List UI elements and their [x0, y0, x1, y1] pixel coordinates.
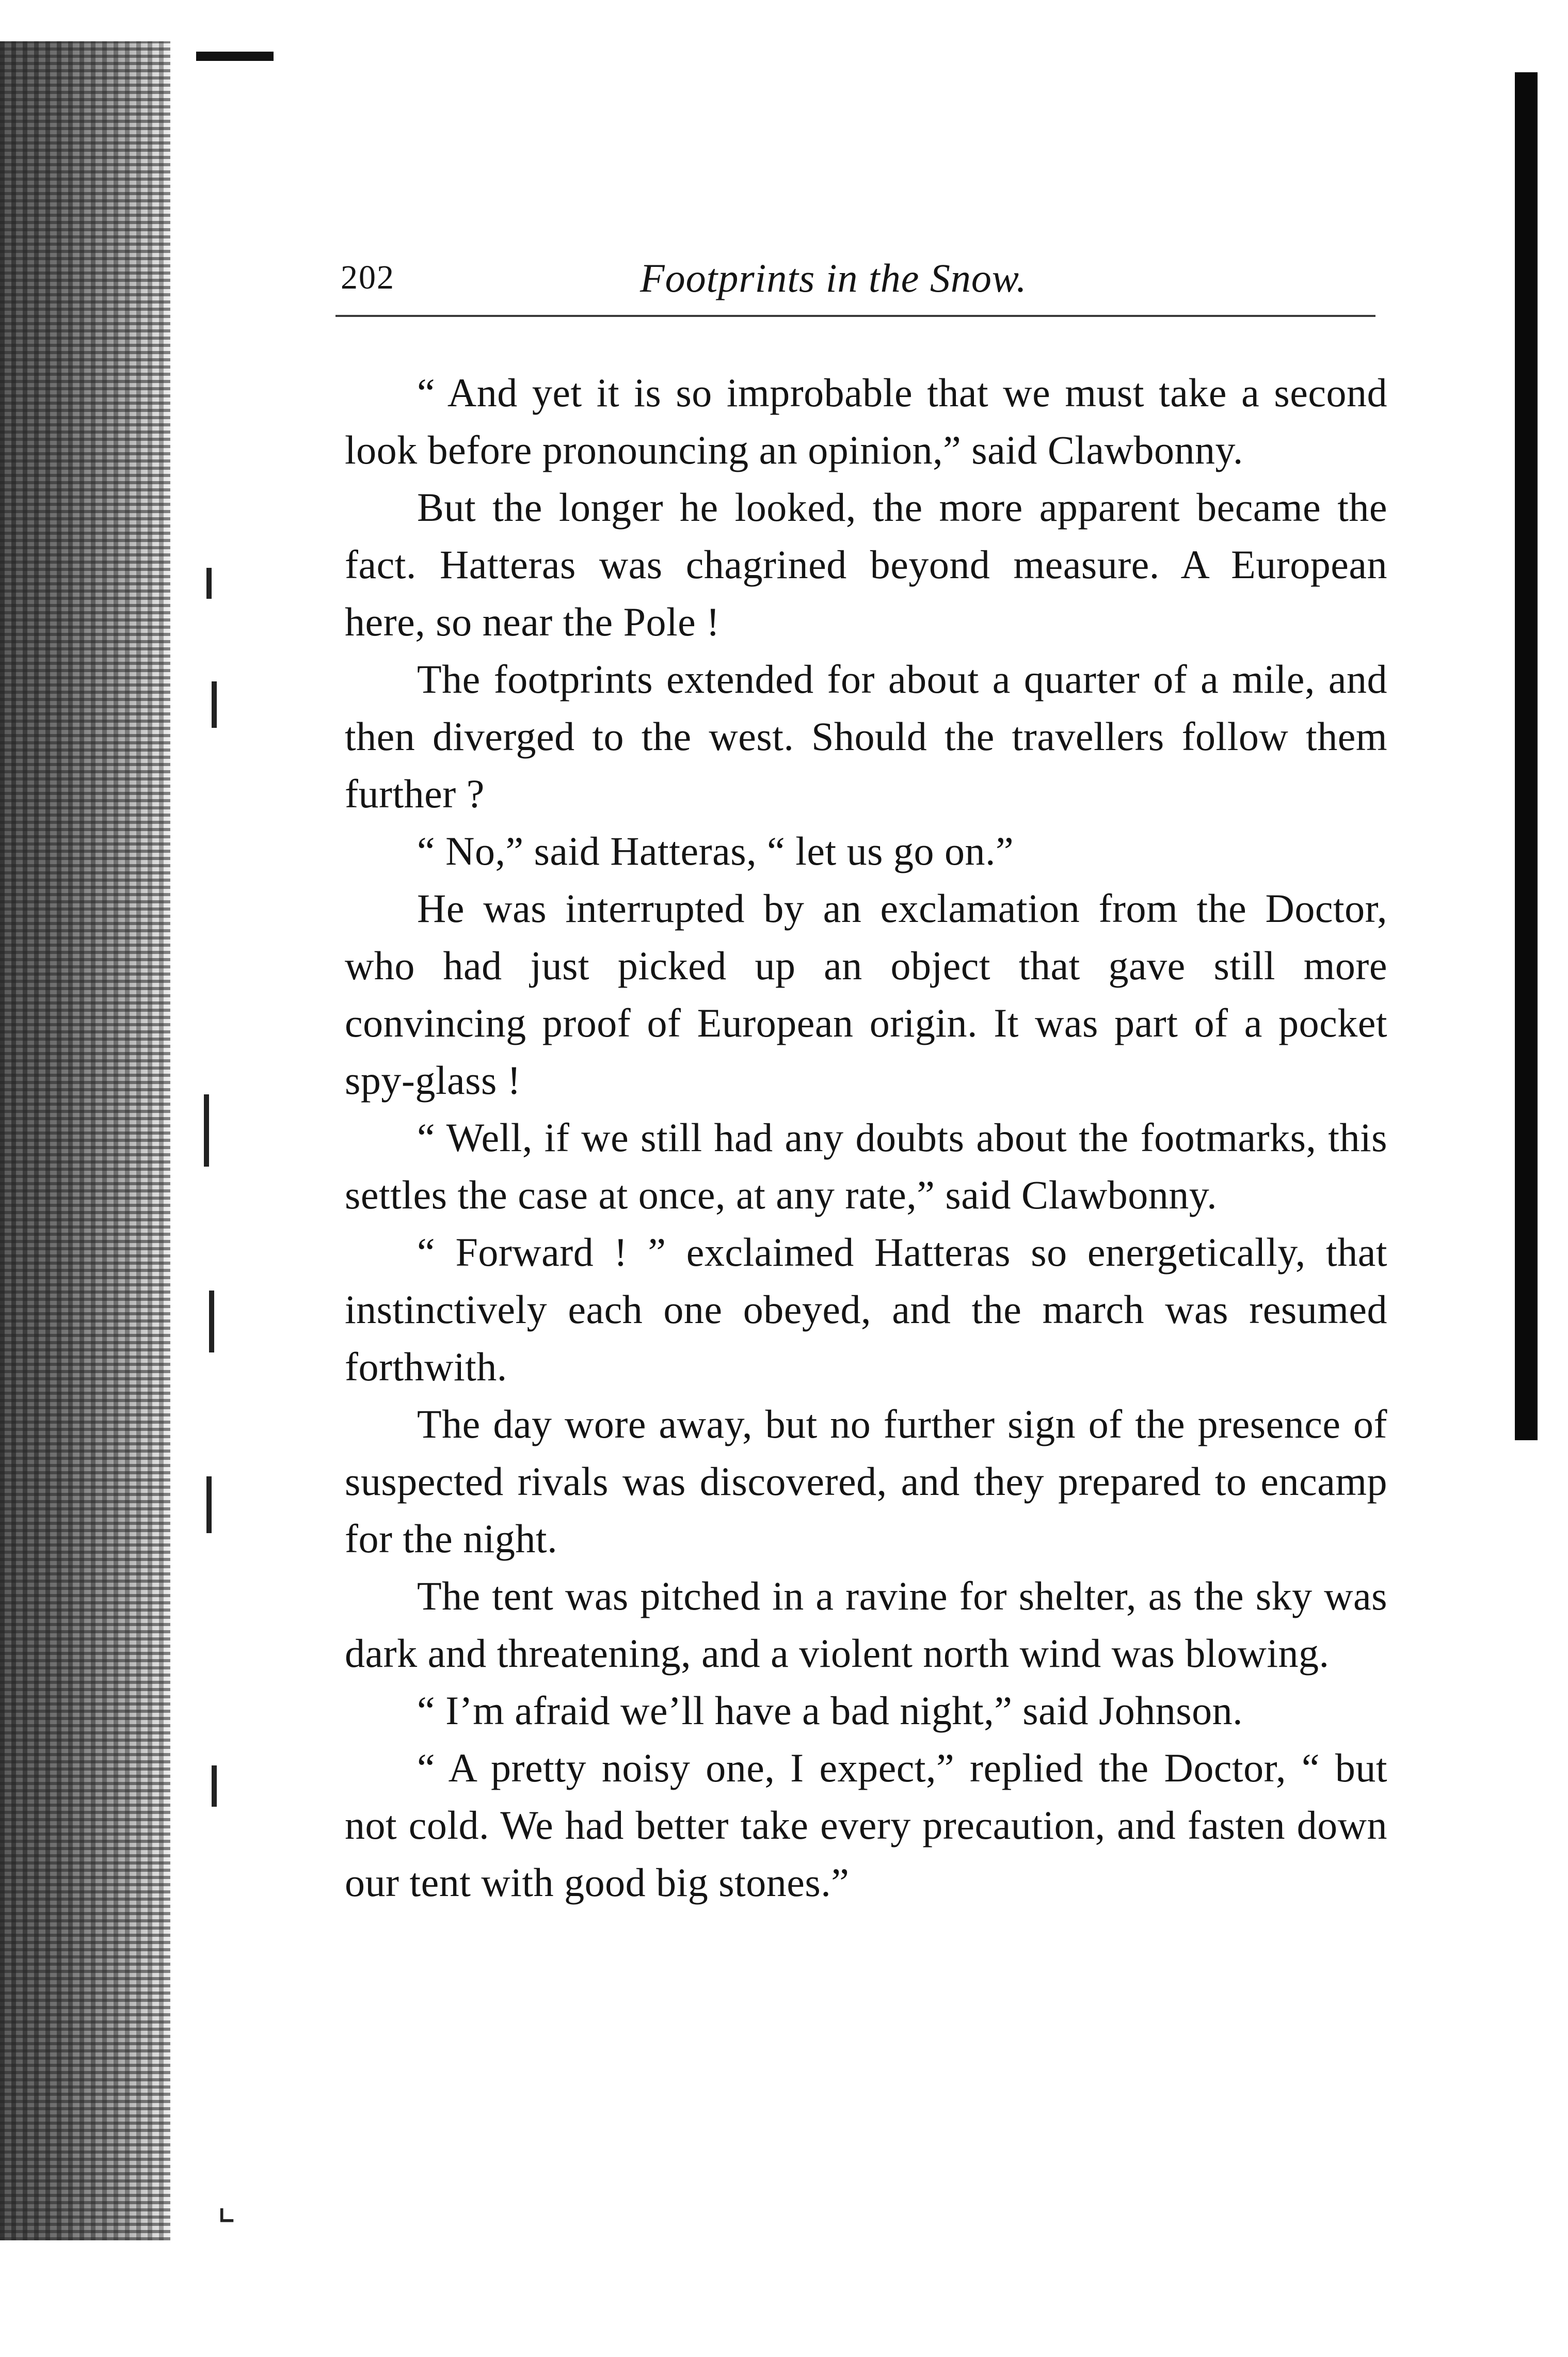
paragraph: “ No,” said Hatteras, “ let us go on.”: [417, 829, 1014, 873]
paragraph: But the longer he looked, the more apparent became the fact. Hatteras was chagrined beyond measure. A European here, so near the Pole !: [345, 485, 1387, 644]
scan-bracket-mark: ⌞: [217, 2183, 236, 2228]
running-header: [335, 248, 1375, 317]
body-text: [345, 364, 1387, 1911]
page-number: 202: [341, 259, 395, 296]
paragraph: “ Forward ! ” exclaimed Hatteras so energetically, that instinctively each one obeyed, and the march was resumed forthwith.: [345, 1230, 1387, 1389]
scan-speck: [212, 1765, 217, 1807]
paragraph: “ And yet it is so improbable that we must take a second look before pronouncing an opinion,” said Clawbonny.: [345, 370, 1387, 472]
paragraph: The tent was pitched in a ravine for shelter, as the sky was dark and threatening, and a violent north wind was blowing.: [345, 1573, 1387, 1676]
paragraph: The day wore away, but no further sign of the presence of suspected rivals was discovered, and they prepared to encamp for the night.: [345, 1402, 1387, 1561]
scan-speck: [206, 568, 212, 599]
scan-speck: [209, 1291, 214, 1352]
scan-speck: [206, 1476, 212, 1533]
running-title: Footprints in the Snow.: [640, 256, 1027, 300]
right-border-bar: [1515, 72, 1538, 1440]
paragraph: “ Well, if we still had any doubts about the footmarks, this settles the case at once, at any rate,” said Clawbonny.: [345, 1115, 1387, 1217]
paragraph: “ I’m afraid we’ll have a bad night,” said Johnson.: [417, 1688, 1243, 1733]
scan-speck: [212, 681, 217, 728]
scanned-binding-edge: [0, 41, 170, 2240]
paragraph: “ A pretty noisy one, I expect,” replied the Doctor, “ but not cold. We had better take every precaution, and fasten down our tent with good big stones.”: [345, 1745, 1387, 1905]
scan-binding-mark: [196, 52, 274, 61]
scan-speck: [204, 1094, 209, 1167]
paragraph: He was interrupted by an exclamation from the Doctor, who had just picked up an object that gave still more convincing proof of European origin. It was part of a pocket spy-glass !: [345, 886, 1387, 1103]
paragraph: The footprints extended for about a quarter of a mile, and then diverged to the west. Should the travellers follow them further ?: [345, 657, 1387, 816]
